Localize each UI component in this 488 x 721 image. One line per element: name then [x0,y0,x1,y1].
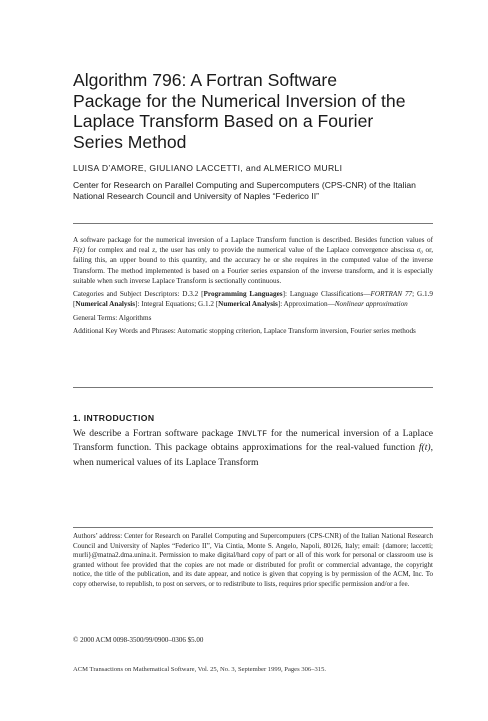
footnote-divider [73,527,433,528]
paper-title [73,70,453,152]
keywords: Additional Key Words and Phrases: Automatic stopping criterion, Laplace Transform inversion, Fourier series methods [73,327,416,336]
title-line: Series Method [73,131,187,152]
journal-footer: ACM Transactions on Mathematical Software, Vol. 25, No. 3, September 1999, Pages 306–315. [73,666,327,673]
section-heading: 1. INTRODUCTION [73,413,155,423]
title-line: Package for the Numerical Inversion of the [73,90,406,111]
affiliation: Center for Research on Parallel Computing and Supercomputers (CPS-CNR) of the Italian National Research Council and University of Naples “Federico II” [73,180,416,201]
general-terms: General Terms: Algorithms [73,313,152,322]
intro-paragraph: We describe a Fortran software package INVLTF for the numerical inversion of a Laplace Transform function. This package obtains approximations for the real-valued function f(t), when numerical values of its Laplace Transform [73,428,433,468]
code-name: INVLTF [236,429,268,439]
author-list: LUISA D’AMORE, GIULIANO LACCETTI, and ALMERICO MURLI [73,163,343,173]
bottom-divider [73,387,433,388]
top-divider [73,223,433,224]
title-line: Algorithm 796: A Fortran Software [73,70,338,90]
title-line: Laplace Transform Based on a Fourier [73,111,374,131]
abstract-block [73,235,433,340]
copyright-line: © 2000 ACM 0098-3500/99/0900–0306 $5.00 [73,636,204,644]
subject-categories: Categories and Subject Descriptors: D.3.2 [Programming Languages]: Language Classifications—FORTRAN 77; G.1.9 [Numerical Analysis]: Integral Equations; G.1.2 [Numerical Analysis]: Approximation—Nonlinear approximation [73,290,433,309]
author-footnote: Authors’ address: Center for Research on Parallel Computing and Supercomputers (CPS-CNR) of the Italian National Research Council and University of Naples “Federico II”, Via Cintia, Monte S. Angelo, Napoli, 80126, Italy; email: {damore; laccetti; murli}@matna2.dma.unina.it. Permission to make digital/hard copy of part or all of this work for personal or classroom use is granted without fee provided that the copies are not made or distributed for profit or commercial advantage, the copyright notice, the title of the publication, and its date appear, and notice is given that copying is by permission of the ACM, Inc. To copy otherwise, to republish, to post on servers, or to redistribute to lists, requires prior specific permission and/or a fee. [73,532,433,588]
abstract: A software package for the numerical inversion of a Laplace Transform function is described. Besides function values of F(z) for complex and real z, the user has only to provide the numerical value of the Laplace convergence abscissa σ₀ or, failing this, an upper bound to this quantity, and the accuracy he or she requires in the computed value of the inverse Transform. The method implemented is based on a Fourier series expansion of the inverse transform, and it is especially suitable when such inverse Laplace Transform is sectionally continuous. [73,236,434,285]
